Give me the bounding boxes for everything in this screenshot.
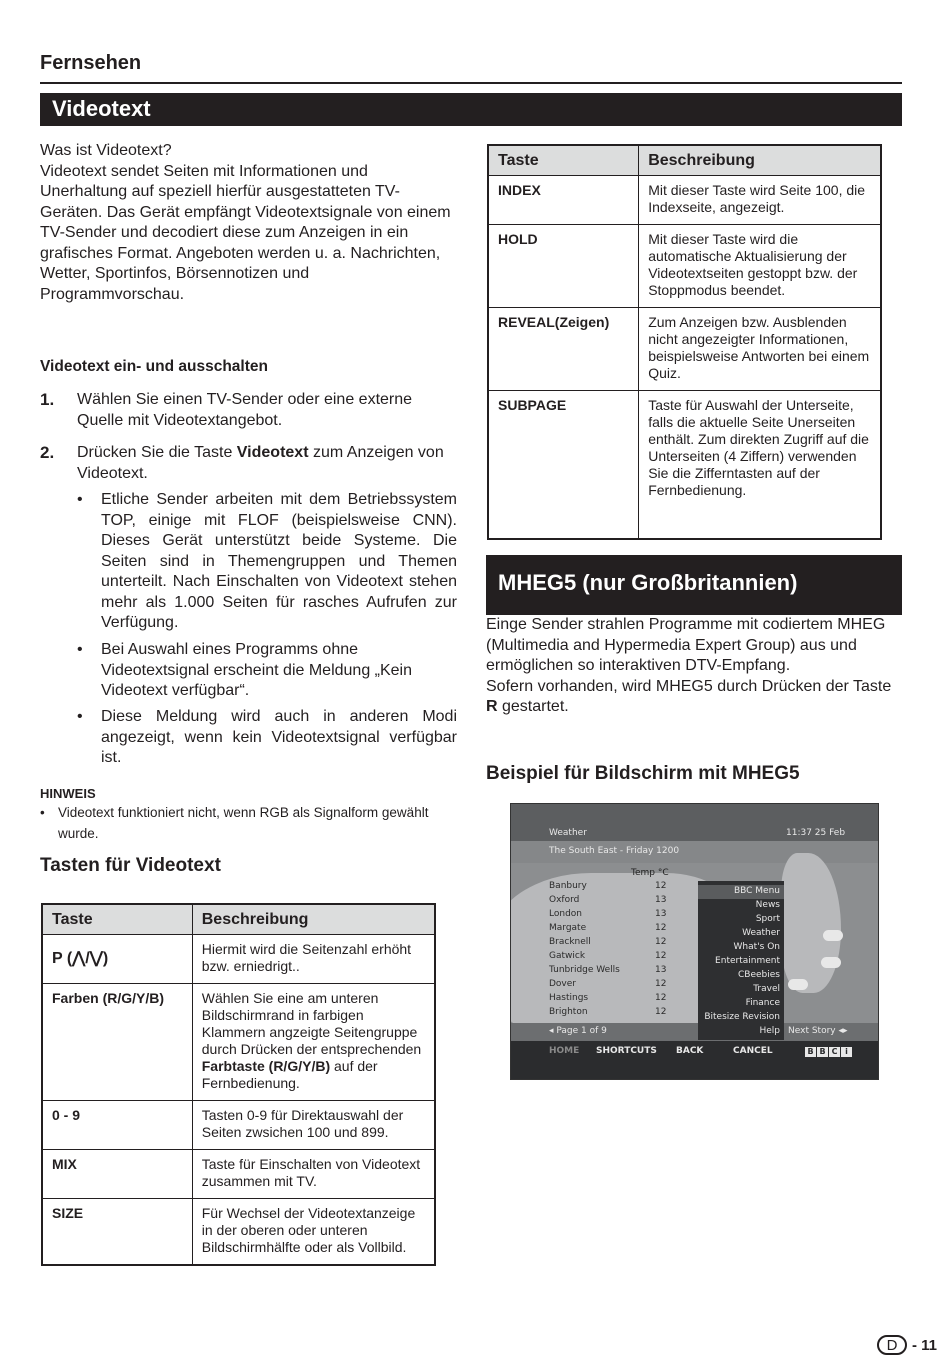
mheg-text-2-bold: R (486, 698, 498, 715)
keys-heading: Tasten für Videotext (40, 855, 221, 876)
intro (40, 141, 457, 305)
city-name: Hastings (549, 993, 589, 1003)
city-name: Brighton (549, 1007, 588, 1017)
menu-item[interactable]: News (755, 900, 780, 910)
next-story[interactable]: Next Story ◂▸ (788, 1026, 848, 1036)
menu-item[interactable]: Bitesize Revision (704, 1012, 780, 1022)
city-name: Gatwick (549, 951, 586, 961)
city-name: Tunbridge Wells (549, 965, 620, 975)
city-temp: 13 (655, 909, 667, 919)
city-temp: 12 (655, 881, 667, 891)
step-1-number: 1. (40, 390, 55, 409)
desc-cell: Tasten 0-9 für Direktauswahl der Seiten zwsichen 100 und 899. (192, 1101, 435, 1150)
desc-cell: Hiermit wird die Seitenzahl erhöht bzw. erniedrigt.. (192, 935, 435, 984)
key-cell: INDEX (488, 176, 639, 225)
col-header-key: Taste (42, 904, 192, 935)
table-row (488, 176, 881, 225)
key-cell: P (⋀/⋁) (42, 935, 192, 984)
table-header-row (42, 904, 435, 935)
desc-cell: Für Wechsel der Videotextanzeige in der oberen oder unteren Bildschirmhälfte oder als Vollbild. (192, 1199, 435, 1266)
header-rule (40, 82, 902, 84)
keys-table (41, 903, 436, 1266)
bbc-logo-letter: i (841, 1047, 852, 1057)
bullet-symbol: • (77, 641, 83, 658)
shortcuts-button[interactable]: SHORTCUTS (596, 1046, 657, 1056)
menu-item[interactable]: Finance (745, 998, 780, 1008)
bullet-text: Bei Auswahl eines Programms ohne Videotextsignal erscheint die Meldung „Kein Videotext verfügbar“. (101, 641, 413, 699)
left-column (40, 141, 457, 305)
table-row (42, 1199, 435, 1266)
mheg-text (486, 615, 906, 718)
step-2-text (77, 443, 457, 484)
key-cell: 0 - 9 (42, 1101, 192, 1150)
section-header: Fernsehen (40, 52, 142, 74)
key-cell: Farben (R/G/Y/B) (42, 984, 192, 1101)
table-row (488, 225, 881, 308)
note-text: Videotext funktioniert nicht, wenn RGB als Signalform gewählt wurde. (58, 805, 429, 841)
city-temp: 12 (655, 937, 667, 947)
menu-item[interactable]: Travel (753, 984, 780, 994)
page-number (877, 1335, 937, 1355)
key-cell: SIZE (42, 1199, 192, 1266)
desc-cell: Mit dieser Taste wird Seite 100, die Indexseite, angezeigt. (639, 176, 881, 225)
key-cell: MIX (42, 1150, 192, 1199)
screen-time: 11:37 25 Feb (786, 828, 846, 838)
mheg-text-2-post: gestartet. (497, 698, 569, 715)
step-1 (40, 390, 457, 432)
example-heading: Beispiel für Bildschirm mit MHEG5 (486, 763, 800, 784)
cloud-icon (821, 957, 841, 968)
menu-item[interactable]: Entertainment (715, 956, 780, 966)
desc-cell (192, 984, 435, 1101)
bbc-logo-letter: B (805, 1047, 816, 1057)
table-row (42, 984, 435, 1101)
table-header-row (488, 145, 881, 176)
desc-cell-pre: Wählen Sie eine am unteren Bildschirmrand in farbigen Klammern angzeigte Seitengruppe durch Drücken der entsprechenden (201, 990, 422, 1057)
step-2-text-post: zum Anzeigen von Videotext. (77, 444, 444, 482)
mheg-text-1: Einge Sender strahlen Programme mit codiertem MHEG (Multimedia and Hypermedia Expert Group) aus und ermöglichen so interaktiven DTV-Empfang. (486, 616, 886, 674)
table-row (42, 1101, 435, 1150)
menu-item[interactable]: Sport (755, 914, 780, 924)
city-name: Dover (549, 979, 576, 989)
desc-cell: Mit dieser Taste wird die automatische Aktualisierung der Videotextseiten gestoppt bzw. der Stoppmodus beendet. (639, 225, 881, 308)
desc-cell: Zum Anzeigen bzw. Ausblenden nicht angezeigter Informationen, beispielsweise Antworten bei einem Quiz. (639, 308, 881, 391)
intro-body: Videotext sendet Seiten mit Informationen und Unerhaltung auf speziell hierfür ausgestatteten TV-Geräten. Das Gerät empfängt Videotextsignale von einem TV-Sender und decodiert diese zum Anzeigen in ein grafisches Format. Angeboten werden u. a. Nachrichten, Wetter, Sportinfos, Börsennotizen und Programmvorschau. (40, 162, 451, 303)
city-name: London (549, 909, 582, 919)
table-row (42, 935, 435, 984)
table-row (488, 391, 881, 539)
language-badge: D (877, 1335, 907, 1355)
city-temp: 12 (655, 923, 667, 933)
back-button[interactable]: BACK (676, 1046, 704, 1056)
cancel-button[interactable]: CANCEL (733, 1046, 773, 1056)
temp-header: Temp °C (631, 868, 669, 878)
bullet-symbol: • (77, 491, 83, 508)
page-title: Videotext (40, 93, 902, 126)
table-row (488, 308, 881, 391)
bbc-logo-letter: C (829, 1047, 840, 1057)
key-cell: REVEAL(Zeigen) (488, 308, 639, 391)
desc-cell: Taste für Auswahl der Unterseite, falls die aktuelle Seite Unerseiten enthält. Zum direkten Zugriff auf die Unterseiten (4 Ziffern) verwenden Sie die Zifferntasten auf der Fernbedienung. (639, 391, 881, 539)
page-number-text: - 11 (912, 1336, 938, 1354)
menu-item[interactable]: Help (759, 1026, 780, 1036)
menu-item[interactable]: Weather (742, 928, 780, 938)
bullet-item (77, 490, 457, 631)
city-name: Banbury (549, 881, 587, 891)
step-2-number: 2. (40, 443, 55, 462)
col-header-key: Taste (488, 145, 639, 176)
city-name: Bracknell (549, 937, 591, 947)
city-temp: 13 (655, 965, 667, 975)
note-symbol: • (40, 805, 45, 820)
city-temp: 12 (655, 951, 667, 961)
city-temp: 12 (655, 979, 667, 989)
bbc-logo-letter: B (817, 1047, 828, 1057)
page-indicator[interactable]: ◂ Page 1 of 9 (549, 1026, 607, 1036)
home-button[interactable]: HOME (549, 1046, 580, 1056)
cloud-icon (823, 930, 843, 941)
city-name: Margate (549, 923, 587, 933)
step-2-text-bold: Videotext (236, 444, 309, 461)
bbc-logo (805, 1047, 852, 1057)
menu-item[interactable]: CBeebies (738, 970, 780, 980)
step-2-text-pre: Drücken Sie die Taste (77, 444, 237, 461)
keys-table-2 (487, 144, 882, 540)
desc-cell-bold: Farbtaste (R/G/Y/B) (201, 1058, 331, 1074)
menu-item[interactable]: What's On (733, 942, 780, 952)
desc-cell-post: auf der Fernbedienung. (201, 1058, 378, 1091)
desc-cell: Taste für Einschalten von Videotext zusammen mit TV. (192, 1150, 435, 1199)
bullet-item (77, 640, 457, 705)
bullet-item (77, 707, 457, 772)
note-heading: HINWEIS (40, 786, 96, 801)
key-cell: HOLD (488, 225, 639, 308)
menu-item[interactable]: BBC Menu (733, 886, 780, 896)
onoff-heading: Videotext ein- und ausschalten (40, 358, 268, 375)
key-cell: SUBPAGE (488, 391, 639, 539)
map-land (781, 853, 841, 993)
mheg-screenshot (510, 803, 879, 1080)
step-2 (40, 443, 457, 485)
col-header-desc: Beschreibung (192, 904, 435, 935)
city-temp: 13 (655, 895, 667, 905)
mheg-title: MHEG5 (nur Großbritannien) (486, 555, 902, 615)
col-header-desc: Beschreibung (639, 145, 881, 176)
screen-title: Weather (549, 828, 587, 838)
cloud-icon (788, 979, 808, 990)
city-temp: 12 (655, 1007, 667, 1017)
intro-question: Was ist Videotext? (40, 142, 172, 159)
screen-subtitle: The South East - Friday 1200 (549, 846, 680, 856)
bullet-text: Diese Meldung wird auch in anderen Modi angezeigt, wenn kein Videotextsignal verfügbar ist. (101, 708, 457, 766)
step-1-text: Wählen Sie einen TV-Sender oder eine externe Quelle mit Videotextangebot. (77, 391, 413, 429)
city-temp: 12 (655, 993, 667, 1003)
mheg-text-2 (486, 677, 906, 718)
table-row (42, 1150, 435, 1199)
bbc-menu (698, 881, 784, 1040)
bullet-text: Etliche Sender arbeiten mit dem Betriebssystem TOP, einige mit FLOF (beispielsweise CNN). Dieses Gerät unterstützt beide Systeme. Die Seiten sind in Themengruppen und Themen unterteilt. Nach Einschalten von Videotext stehen mehr als 1.000 Seiten für rasches Aufrufen zur Verfügung. (101, 491, 457, 631)
mheg-text-2-pre: Sofern vorhanden, wird MHEG5 durch Drücken der Taste (486, 677, 892, 695)
city-name: Oxford (549, 895, 580, 905)
bullet-symbol: • (77, 708, 83, 725)
